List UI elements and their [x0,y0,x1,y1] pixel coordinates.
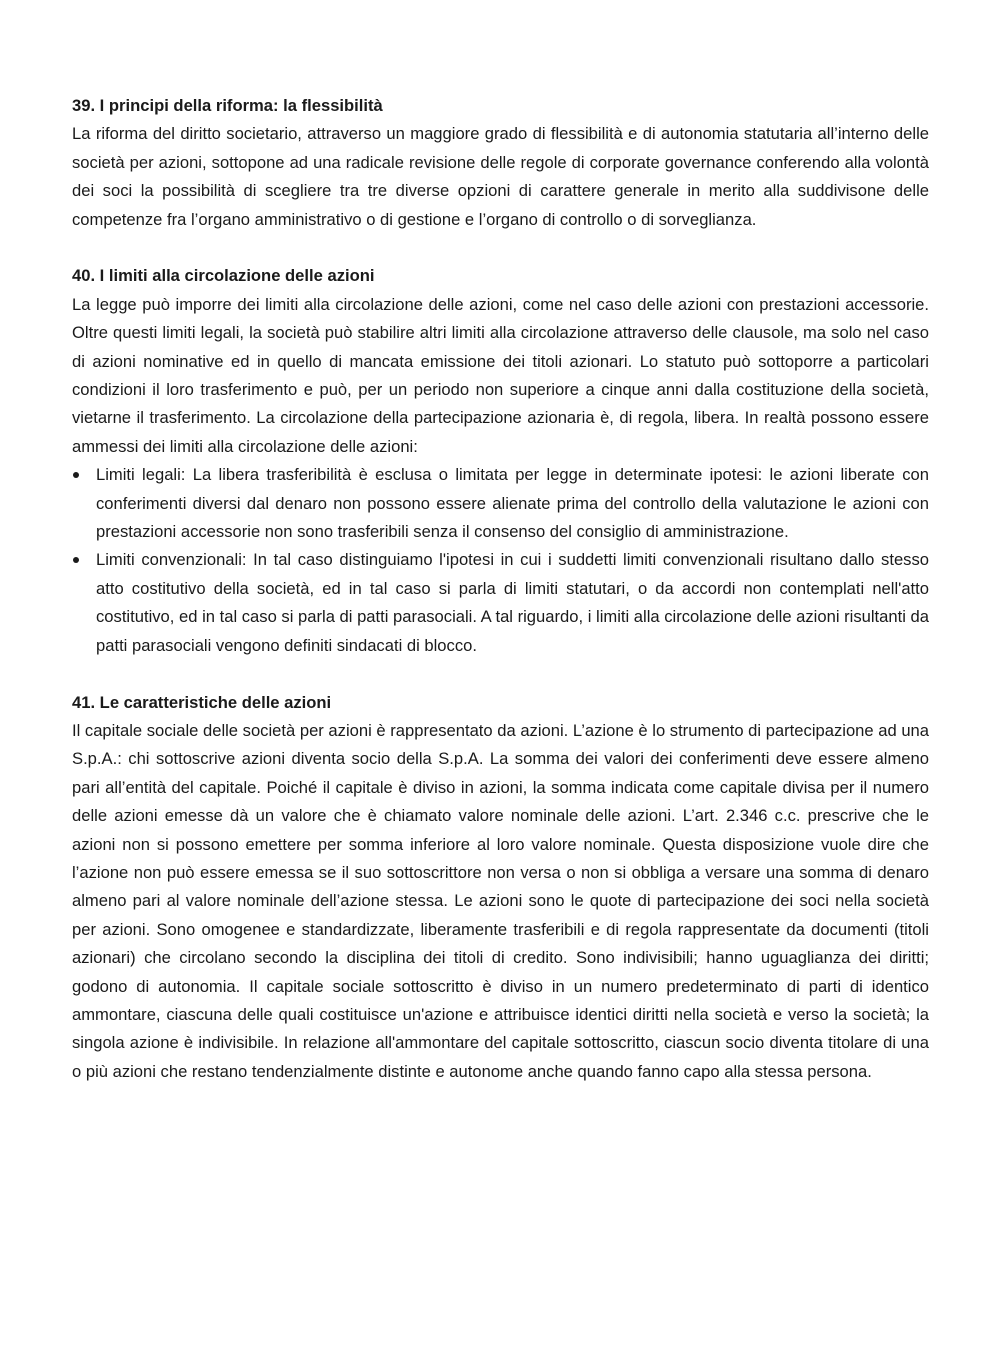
section-title: 39. I principi della riforma: la flessibilità [72,96,383,115]
section-41 [72,689,929,1087]
section-title: 40. I limiti alla circolazione delle azioni [72,266,375,286]
section-body: La legge può imporre dei limiti alla circolazione delle azioni, come nel caso delle azioni con prestazioni accessorie. Oltre questi limiti legali, la società può stabilire altri limiti alla circolazione attraverso delle clausole, ma solo nel caso di azioni nominative ed in quello di mancata emissione dei titoli azionari. Lo statuto può sottoporre a particolari condizioni il loro trasferimento e può, per un periodo non superiore a cinque anni dalla costituzione della società, vietarne il trasferimento. La circolazione della partecipazione azionaria è, di regola, libera. In realtà possono essere ammessi dei limiti alla circolazione delle azioni: [72,294,929,456]
section-body: La riforma del diritto societario, attraverso un maggiore grado di flessibilità e di autonomia statutaria all’interno delle società per azioni, sottopone ad una radicale revisione delle regole di corporate governance conferendo alla volontà dei soci la possibilità di scegliere tra tre diverse opzioni di carattere generale in merito alla suddivisone delle competenze fra l’organo amministrativo o di gestione e l’organo di controllo o di sorveglianza. [72,124,929,229]
bullet-icon [73,472,79,478]
section-title: 41. Le caratteristiche delle azioni [72,692,332,712]
list-item-text: Limiti legali: La libera trasferibilità è esclusa o limitata per legge in determinate ipotesi: le azioni liberate con conferimenti diversi dal denaro non possono essere alienate prima del controllo della valutazione le azioni con prestazioni accessorie non sono trasferibili senza il consenso del consiglio di amministrazione. [96,465,929,542]
section-39 [72,92,929,234]
bullet-icon [73,557,79,563]
list-item [72,461,929,546]
list-item [72,546,929,660]
list-item-text: Limiti convenzionali: In tal caso distinguiamo l'ipotesi in cui i suddetti limiti convenzionali risultano dallo stesso atto costitutivo della società, ed in tal caso si parla di limiti statutari, o da accordi non contemplati nell'atto costitutivo, ed in tal caso si parla di patti parasociali. A tal riguardo, i limiti alla circolazione delle azioni risultanti da patti parasociali vengono definiti sindacati di blocco. [96,550,929,655]
section-40 [72,262,929,660]
document-page [72,92,929,1115]
bullet-list [72,461,929,660]
section-body: Il capitale sociale delle società per azioni è rappresentato da azioni. L’azione è lo strumento di partecipazione ad una S.p.A.: chi sottoscrive azioni diventa socio della S.p.A. La somma dei valori dei conferimenti deve essere almeno pari all’entità del capitale. Poiché il capitale è diviso in azioni, la somma indicata come capitale divisa per il numero delle azioni emesse dà un valore che è chiamato valore nominale delle azioni. L’art. 2.346 c.c. prescrive che le azioni non si possono emettere per somma inferiore al loro valore nominale. Questa disposizione vuole dire che l’azione non può essere emessa se il suo sottoscrittore non versa o non si obbliga a versare una somma di denaro almeno pari al valore nominale dell’azione stessa. Le azioni sono le quote di partecipazione dei soci nella società per azioni. Sono omogenee e standardizzate, liberamente trasferibili e di regola rappresentate da documenti (titoli azionari) che circolano secondo la disciplina dei titoli di credito. Sono indivisibili; hanno uguaglianza dei diritti; godono di autonomia. Il capitale sociale sottoscritto è diviso in un numero predeterminato di parti di identico ammontare, ciascuna delle quali costituisce un'azione e attribuisce identici diritti nella società e verso la società; la singola azione è indivisibile. In relazione all'ammontare del capitale sottoscritto, ciascun socio diventa titolare di una o più azioni che restano tendenzialmente distinte e autonome anche quando fanno capo alla stessa persona. [72,720,929,1081]
